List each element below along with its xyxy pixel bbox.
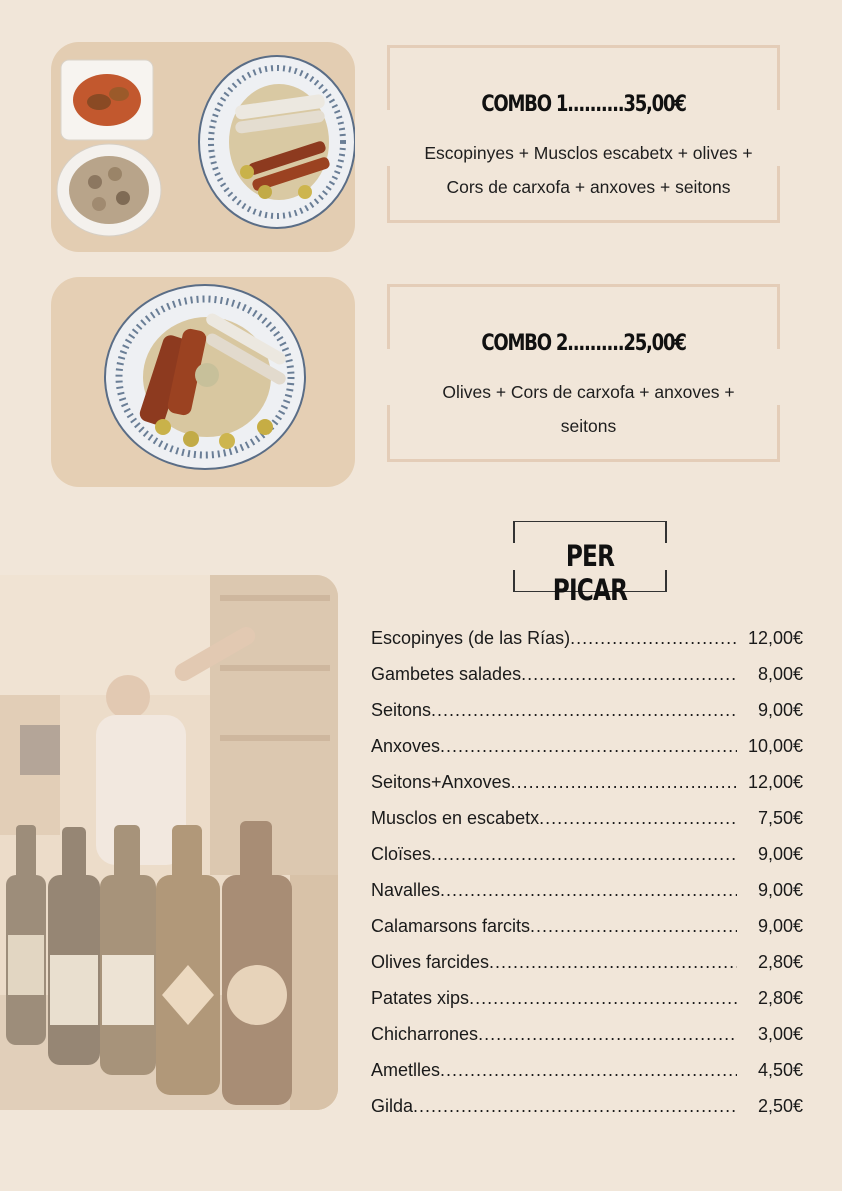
menu-item-name: Musclos en escabetx [371, 808, 540, 828]
menu-item-price: 12,00€ [747, 772, 803, 792]
dot-leader [431, 694, 737, 726]
menu-item-price: 9,00€ [757, 880, 803, 900]
dot-leader [431, 838, 737, 870]
frame-line [513, 521, 515, 543]
menu-item-price: 9,00€ [757, 844, 803, 864]
dot-leader [539, 802, 737, 834]
menu-item [371, 838, 803, 874]
menu-item-name: Patates xips [371, 988, 470, 1008]
combo-2-photo [51, 277, 355, 487]
combo-2-description: Olives + Cors de carxofa + anxoves + seitons [442, 382, 735, 436]
menu-item-name: Anxoves [371, 736, 441, 756]
combo-1-photo [51, 42, 355, 252]
menu-item-price: 2,80€ [757, 988, 803, 1008]
dot-leader [511, 766, 737, 798]
menu-item-price: 8,00€ [757, 664, 803, 684]
menu-item-name: Seitons+Anxoves [371, 772, 511, 792]
combo-2-title: COMBO 2..........25,00€ [481, 331, 686, 356]
menu-item [371, 766, 803, 802]
menu-item-name: Gilda [371, 1096, 414, 1116]
menu-item-price: 10,00€ [747, 736, 803, 756]
frame-line [513, 570, 515, 592]
dot-leader [489, 946, 737, 978]
menu-item-price: 4,50€ [757, 1060, 803, 1080]
section-title-frame [513, 521, 667, 607]
menu-item-price: 2,80€ [757, 952, 803, 972]
dot-leader [570, 622, 737, 654]
combo-1-card [387, 45, 780, 223]
frame-gap [774, 110, 782, 166]
menu-item [371, 1054, 803, 1090]
frame-gap [385, 110, 393, 166]
frame-gap [774, 349, 782, 405]
menu-item [371, 658, 803, 694]
bar-photo [0, 575, 338, 1110]
menu-item-price: 9,00€ [757, 916, 803, 936]
menu-item-name: Seitons [371, 700, 432, 720]
dot-leader [521, 658, 737, 690]
menu-item [371, 910, 803, 946]
combo-1-title: COMBO 1..........35,00€ [481, 92, 686, 117]
menu-item-price: 9,00€ [757, 700, 803, 720]
menu-item-price: 3,00€ [757, 1024, 803, 1044]
frame-line [665, 521, 667, 543]
menu-item-name: Navalles [371, 880, 441, 900]
menu-item-name: Gambetes salades [371, 664, 522, 684]
frame-gap [385, 349, 393, 405]
menu-item-name: Cloïses [371, 844, 432, 864]
menu-item-price: 2,50€ [757, 1096, 803, 1116]
dot-leader [530, 910, 737, 942]
menu-item [371, 946, 803, 982]
dot-leader [469, 982, 737, 1014]
menu-item [371, 982, 803, 1018]
combo-2-card [387, 284, 780, 462]
menu-item-name: Olives farcides [371, 952, 490, 972]
dot-leader [478, 1018, 737, 1050]
menu-item [371, 1090, 803, 1126]
menu-item [371, 622, 803, 658]
menu-item [371, 802, 803, 838]
menu-item-name: Escopinyes (de las Rías) [371, 628, 571, 648]
menu-item [371, 694, 803, 730]
menu-list [371, 622, 803, 1126]
menu-item-price: 12,00€ [747, 628, 803, 648]
dot-leader [413, 1090, 737, 1122]
menu-item-name: Chicharrones [371, 1024, 479, 1044]
dot-leader [440, 730, 737, 762]
frame-line [513, 521, 667, 522]
frame-line [665, 570, 667, 592]
menu-item-name: Calamarsons farcits [371, 916, 531, 936]
combo-1-description: Escopinyes + Musclos escabetx + olives + Cors de carxofa + anxoves + seitons [424, 143, 753, 197]
dot-leader [440, 874, 737, 906]
menu-item [371, 1018, 803, 1054]
menu-item [371, 730, 803, 766]
menu-item-price: 7,50€ [757, 808, 803, 828]
menu-item-name: Ametlles [371, 1060, 441, 1080]
dot-leader [440, 1054, 737, 1086]
section-title: PER PICAR [552, 539, 628, 607]
menu-item [371, 874, 803, 910]
